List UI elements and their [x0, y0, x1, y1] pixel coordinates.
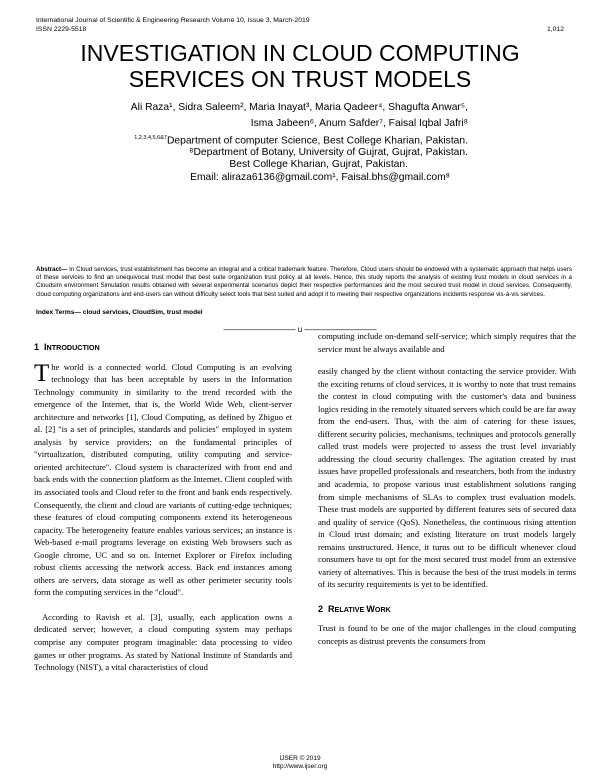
- intro-paragraph-2: According to Ravish et al. [3], usually, each application owns a dedicated server; however, a cloud computing system may perhaps comprise any computer program imaginable: data processing to video games or other programs. As stated by National Institute of Standards and Technology (NIST), a vital characteristics of cloud: [34, 611, 292, 673]
- affiliation-3: Best College Kharian, Gujrat, Pakistan.: [229, 159, 408, 170]
- section-1-heading: [34, 341, 292, 355]
- section-2-title-w: W: [366, 603, 375, 614]
- affiliation-2: ⁸Department of Botany, University of Gujrat, Gujrat, Pakistan.: [189, 147, 468, 158]
- issn: ISSN 2229-5518: [36, 26, 87, 33]
- section-2-title-rest: ORK: [374, 604, 391, 614]
- journal-header: International Journal of Scientific & Engineering Research Volume 10, Issue 3, March-2019: [36, 17, 310, 24]
- page-number: 1,012: [546, 26, 564, 33]
- section-divider: ————————— u —————————: [223, 325, 377, 334]
- section-2-heading: [318, 603, 576, 617]
- section-1-number: 1: [34, 342, 40, 352]
- section-2-number: 2: [318, 603, 324, 614]
- abstract-text: In Cloud services, trust establishment has become an integral and a critical trademark feature. Therefore, Cloud users should be endowed with a systematic approach that helps users of these services to find an unequivocal trust model that best suite organization trust policy at all levels. Hence, this study reports the analysis of existing trust models in cloud services in a Cloudsim environment Simulation results obtained with several experimental scenarios depict their respective performances and the most secured trust model in cloud services. Consequently, cloud computing organizations and end-users can without difficulty select tools that best suited and adopt it to meeting their respective organizations incidents response vis-à-vis services.: [36, 266, 572, 298]
- title-line-1: INVESTIGATION IN CLOUD COMPUTING: [80, 40, 520, 66]
- affiliation-sup: 1,2,3,4,5,6&7: [134, 135, 167, 141]
- footer-copyright: IJSER © 2019: [279, 755, 321, 762]
- abstract-label: Abstract: [36, 266, 62, 273]
- email: Email: aliraza6136@gmail.com¹, Faisal.bhs@gmail.com⁸: [190, 172, 450, 183]
- abstract-dash: —: [61, 266, 70, 273]
- page-footer: [0, 755, 600, 771]
- column-right: [318, 330, 576, 648]
- intro-paragraph-3: computing include on-demand self-service; which simply requires that the service must be always available and: [318, 331, 576, 354]
- intro-paragraph-4: easily changed by the client without contacting the service provider. With the exciting returns of cloud services, it is worthy to note that trust remains the contest in cloud computing with the customer's data and business logics residing in the remotely situated servers which could be are far away from the end-users. Thus, with the aim of catering for these issues, different security policies, mechanisms, techniques and protocols generally called trust models were projected to assess the trust level invariably addressing the cloud security challenges. The agitation created by trust issues have propelled professionals and researchers, both from the industry and academia, to propose various trust establishment solutions ranging from simple mechanisms of SLAs to complex trust evaluation models. These trust models are supported by different features sets of secured data and quality of service (QoS). Nonetheless, the continuous rising attention in Cloud trust domain; and existing literature on trust models largely remains unstructured. Hence, it turns out to be difficult whenever cloud consumers have to opt for the most secured trust model from an extensive variety of alternatives. This is because the best of the trust models in terms of its security requirements is yet to be identified.: [318, 366, 576, 590]
- related-paragraph-1: Trust is found to be one of the major challenges in the cloud computing concepts as distrust prevents the consumers from: [318, 623, 576, 647]
- authors-line-2: Isma Jabeen⁶, Anum Safder⁷, Faisal Iqbal Jafri⁸: [250, 118, 468, 129]
- section-2-title-mid: ELATIVE: [334, 604, 367, 614]
- section-1-title-rest: NTRODUCTION: [46, 343, 100, 352]
- section-1-title-first: I: [44, 342, 47, 352]
- index-terms: Index Terms— cloud services, CloudSim, trust model: [36, 309, 203, 316]
- title-line-2: SERVICES ON TRUST MODELS: [128, 66, 472, 92]
- affiliation-1-text: Department of computer Science, Best College Kharian, Pakistan.: [166, 135, 468, 147]
- footer-url: http://www.ijser.org: [272, 763, 328, 770]
- section-2-title-first: R: [328, 603, 335, 614]
- authors-line-1: Ali Raza¹, Sidra Saleem², Maria Inayat³, Maria Qadeer⁴, Shagufta Anwar⁵,: [130, 102, 468, 113]
- abstract: [36, 266, 572, 299]
- drop-cap: T: [34, 359, 50, 387]
- column-left: [34, 341, 292, 674]
- intro-paragraph-1: he world is a connected world. Cloud Computing is an evolving technology that has been acceptable by users in the Information Technology community in similarity to the trend recorded with the emergence of the Internet, that is, the World Wide Web, client-server architecture and networks [1], Cloud Computing, as defined by Zhiguo et al. [2] "is a set of principles, standards and policies" employed in system analysis by service providers; on the fundamental principles of "virtualization, distributed computing, utility computing and service-oriented architecture". Cloud system is characterized with front end and back ends with the connection platform as the Internet. Client coupled with its associated tools and Cloud refer to the front and bank ends respectively. Consequently, the client and cloud are variants of cutting-edge techniques; these features of cloud computing components extend its heterogeneous capacity. The heterogeneity feature enables various services; an instance is Web-based e-mail programs leverage on existing Web browsers such as Google chrome, UC and so on. Internet Explorer or Firefox including robust clients accessing the network access. Back end instances among others are servers, data storage as well as other perimeter security tools form the computing services in the "cloud".: [34, 361, 292, 598]
- paper-title: [20, 40, 580, 92]
